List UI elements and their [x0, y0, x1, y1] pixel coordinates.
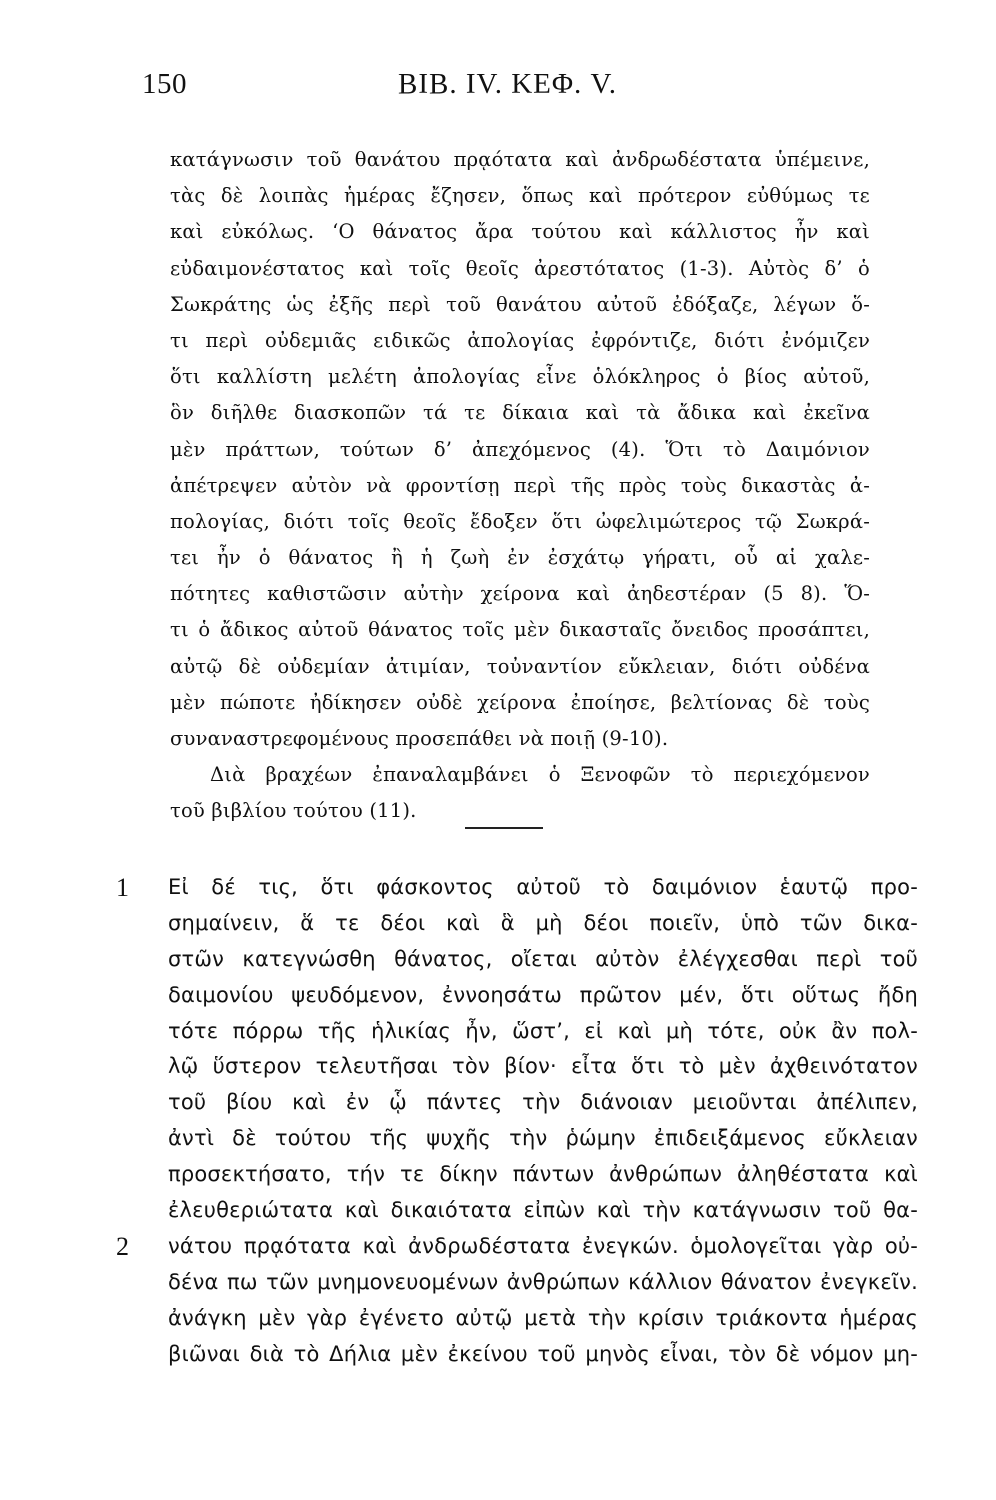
summary-line: τοῦ βιβλίου τούτου (11).: [170, 799, 417, 823]
section-number: 1: [116, 873, 130, 902]
summary-line: αὐτῷ δὲ οὐδεμίαν ἀτιμίαν, τοὐναντίον εὔκλειαν, διότι οὐδένα: [170, 654, 870, 678]
text-line: σημαίνειν, ἅ τε δέοι καὶ ἃ μὴ δέοι ποιεῖν, ὑπὸ τῶν δικα-: [168, 910, 918, 935]
text-line: ἀνάγκη μὲν γὰρ ἐγένετο αὐτῷ μετὰ τὴν κρίσιν τριάκοντα ἡμέρας: [168, 1305, 918, 1330]
running-title: ΒΙΒ. ΙV. ΚΕΦ. V.: [398, 68, 618, 100]
running-head: [142, 68, 668, 108]
text-line: δαιμονίου ψευδόμενον, ἐννοησάτω πρῶτον μέν, ὅτι οὕτως ἤδη: [168, 982, 918, 1007]
summary-line: ὃν διῆλθε διασκοπῶν τά τε δίκαια καὶ τὰ ἄδικα καὶ ἐκεῖνα: [170, 401, 870, 425]
text-line: ἐλευθεριώτατα καὶ δικαιότατα εἰπὼν καὶ τὴν κατάγνωσιν τοῦ θα-: [168, 1198, 918, 1223]
summary-line: τὰς δὲ λοιπὰς ἡμέρας ἔζησεν, ὅπως καὶ πρότερον εὐθύμως τε: [170, 184, 870, 208]
summary-line: τι ὁ ἄδικος αὐτοῦ θάνατος τοῖς μὲν δικασταῖς ὄνειδος προσάπτει,: [170, 618, 870, 642]
text-line: δένα πω τῶν μνημονευομένων ἀνθρώπων κάλλιον θάνατον ἐνεγκεῖν.: [168, 1269, 918, 1294]
summary-line: τει ἦν ὁ θάνατος ἢ ἡ ζωὴ ἐν ἐσχάτῳ γήρατι, οὗ αἱ χαλε-: [170, 546, 870, 570]
summary-line: Διὰ βραχέων ἐπαναλαμβάνει ὁ Ξενοφῶν τὸ περιεχόμενον: [210, 763, 870, 787]
summary-line: ὅτι καλλίστη μελέτη ἀπολογίας εἶνε ὁλόκληρος ὁ βίος αὐτοῦ,: [170, 365, 870, 389]
text-line-content: Εἰ δέ τις, ὅτι φάσκοντος αὐτοῦ τὸ δαιμόνιον ἑαυτῷ προ-: [168, 875, 918, 899]
text-line: βιῶναι διὰ τὸ Δήλια μὲν ἐκείνου τοῦ μηνὸς εἶναι, τὸν δὲ νόμον μη-: [168, 1341, 918, 1366]
summary-line: καὶ εὐκόλως. ‘Ο θάνατος ἄρα τούτου καὶ κάλλιστος ἦν καὶ: [170, 220, 870, 244]
text-line: τοῦ βίου καὶ ἐν ᾧ πάντες τὴν διάνοιαν μειοῦνται ἀπέλιπεν,: [168, 1090, 918, 1115]
summary-line: κατάγνωσιν τοῦ θανάτου πρᾳότατα καὶ ἀνδρωδέστατα ὑπέμεινε,: [170, 148, 870, 171]
summary-line: ἀπέτρεψεν αὐτὸν νὰ φροντίσῃ περὶ τῆς πρὸς τοὺς δικαστὰς ἀ-: [170, 473, 870, 497]
summary-line: τι περὶ οὐδεμιᾶς ειδικῶς ἀπολογίας ἐφρόντιζε, διότι ἐνόμιζεν: [170, 328, 870, 352]
summary-line: πότητες καθιστῶσιν αὐτὴν χείρονα καὶ ἀηδεστέραν (5 8). Ὅ-: [170, 582, 870, 606]
chapter-summary: [170, 142, 870, 830]
summary-line: εὐδαιμονέστατος καὶ τοῖς θεοῖς ἀρεστότατος (1-3). Αὐτὸς δ’ ὁ: [170, 256, 870, 280]
summary-line: μὲν πώποτε ἠδίκησεν οὐδὲ χείρονα ἐποίησε, βελτίονας δὲ τοὺς: [170, 690, 870, 714]
text-line-content: νάτου πρᾳότατα καὶ ἀνδρωδέστατα ἐνεγκών. ὁμολογεῖται γὰρ οὐ-: [168, 1233, 918, 1258]
text-line: [116, 870, 918, 906]
text-line: προσεκτήσατο, τήν τε δίκην πάντων ἀνθρώπων ἀληθέστατα καὶ: [168, 1162, 918, 1187]
page-number: 150: [142, 68, 187, 100]
summary-line: πολογίας, διότι τοῖς θεοῖς ἔδοξεν ὅτι ὠφελιμώτερος τῷ Σωκρά-: [170, 509, 870, 533]
greek-text: [116, 870, 918, 1372]
text-line: ἀντὶ δὲ τούτου τῆς ψυχῆς τὴν ῥώμην ἐπιδειξάμενος εὔκλειαν: [168, 1126, 918, 1151]
text-line: τότε πόρρω τῆς ἡλικίας ἦν, ὥστ’, εἰ καὶ μὴ τότε, οὐκ ἂν πολ-: [168, 1018, 918, 1043]
summary-line: συναναστρεφομένους προσεπάθει νὰ ποιῇ (9-10).: [170, 727, 669, 750]
summary-line: Σωκράτης ὡς ἐξῆς περὶ τοῦ θανάτου αὐτοῦ ἐδόξαζε, λέγων ὅ-: [170, 292, 870, 316]
text-line: [116, 1229, 918, 1265]
text-line: λῷ ὕστερον τελευτῆσαι τὸν βίον· εἶτα ὅτι τὸ μὲν ἀχθεινότατον: [168, 1054, 918, 1079]
text-line: στῶν κατεγνώσθη θάνατος, οἴεται αὐτὸν ἐλέγχεσθαι περὶ τοῦ: [168, 946, 918, 971]
section-number: 2: [116, 1231, 130, 1261]
section-divider: [465, 827, 543, 829]
summary-line: μὲν πράττων, τούτων δ’ ἀπεχόμενος (4). Ὅτι τὸ Δαιμόνιον: [170, 437, 870, 461]
